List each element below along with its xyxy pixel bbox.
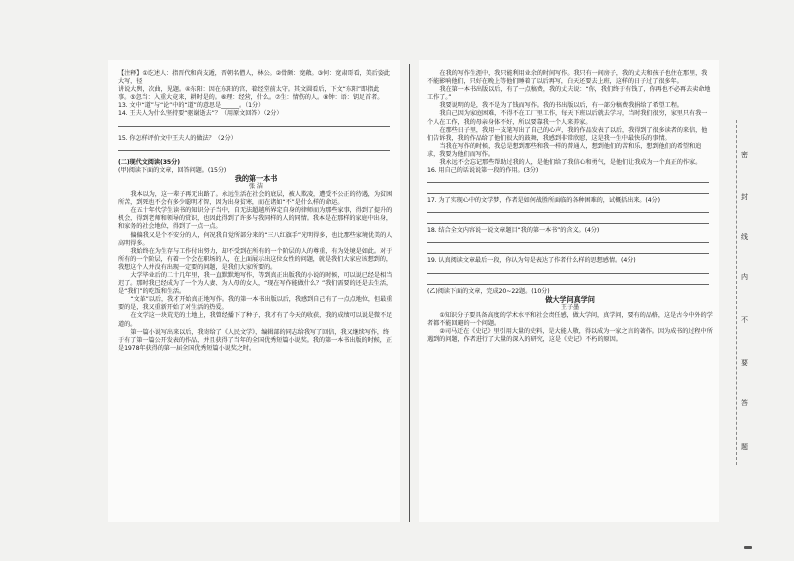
seal-mark: 不 [741,316,748,324]
seal-mark: 答 [741,399,748,407]
article-paragraph: 在文学这一块荒芜的土地上，我曾经播下了种子，我才有了今天的收获，我的成绩可以说是微不足道的。 [118,312,393,328]
seal-mark: 题 [741,443,748,451]
sub-section-heading: (乙)阅读下面的文章，完成20~22题。(10分) [427,287,550,295]
article-paragraph: 我在第一本书出版以后，有了一点稿费，我的丈夫说：“你，我们终于有钱了，你再也不必再去卖命地工作了。” [427,86,711,102]
article-paragraph: 当我在写作的时候，我总是想到那些和我一样的普通人，想到他们的苦和乐，想到他们的希望和追求，我要为他们而写作。 [427,142,702,158]
article-paragraph: 大学毕业后的二十几年里，我一直默默地写作，等到真正出版我的小说的时候，可以说已经是相当迟了。那时我已经成为了一个为人妻、为人母的女人，“现在写作能做什么？”我们需要的还是去生活，是“我们”的吃饭和生活。 [118,271,393,296]
question-14: 14. 王夫人为什么坚持要“驱谢逝去”？（用原文回答）（2分） [118,110,283,118]
answer-line[interactable] [427,235,709,243]
article-paragraph: 我自己因为家庭困难，不得不在工厂里工作，每天下班以后就去学习，当时我们很穷，家里只有我一个人在工作，我的母亲身体不好，所以要靠我一个人来养家。 [427,110,708,126]
question-13: 13. 文中“道”与“论”中的“道”的意思是______。（1分） [118,102,265,110]
article-paragraph: ①知识分子要具备高度的学术水平和社会责任感，做大学问，真学问，要有的品格，这是古今中外的学者都不能回避的一个问题。 [427,311,713,327]
article-paragraph: 在五十年代学生读书的知识分子当中，自无法超越所界定自身的律师而为那些家事，得到了提升的机会，得到老师和领导的赏识，也因此得到了许多与我同样的人的同情。我本是在那样的家庭中出身，和家务的社会地位，得到了一点一点。 [118,207,393,231]
article-author: 张 洁 [248,182,264,190]
seal-mark: 要 [741,359,748,367]
question-17: 17. 为了实现心中的文学梦，作者是如何战胜所面临的各种困难的，试概括出来。(4分) [427,197,660,205]
article-paragraph: “文革”以后，我才开始真正地写作。我的第一本书出版以后，我感到自己有了一点点地位，但最重要的是，我又重新开始了对生活的热爱。 [118,296,393,312]
answer-line[interactable] [427,205,709,213]
seal-mark: 密 [741,151,748,159]
answer-line[interactable] [118,119,390,127]
answer-line[interactable] [427,246,709,254]
answer-line[interactable] [427,175,709,183]
article-paragraph: 在那些日子里，我用一支笔写出了自己的心声，我的作品发表了以后，我得到了很多读者的来信，他们告诉我，我的作品给了他们很大的鼓舞，我感到非常欣慰，这是我一生中最快乐的事情。 [427,126,708,142]
answer-line[interactable] [427,277,709,285]
article-author: 王子墨 [560,303,580,311]
seal-mark: 线 [741,233,748,241]
section-heading: (二)现代文阅读(35分) [118,158,180,166]
article-paragraph: 偏偏我又是个不安分的人，何况我自觉所部分来的“三八红旗手”光明得多，也比那些家境优美的人高明得多。 [118,231,393,247]
question-18: 18. 结合全文内容说一说文章题目“我的第一本书”的含义。(4分) [427,227,600,235]
column-divider [409,64,410,522]
answer-line[interactable] [118,143,390,151]
article-paragraph: 我要说明的是，我不是为了钱而写作。我的书出版以后，有一部分稿费我捐给了希望工程。 [439,102,683,110]
seal-mark: 内 [741,273,748,281]
article-title: 我的第一本书 [234,173,278,183]
seal-line-sidebar [733,120,757,470]
answer-line[interactable] [427,186,709,194]
note-line: 事。⑤忽当：入重大竟来，耕时是的。⑥理：经营，什么。⑦生：情伤的人。⑧钟：语：钥足首者。 [118,94,384,102]
article-paragraph: 我本以为，这一辈子再无出路了。永远生活在社会的底层，被人欺凌，遭受不公正的待遇，为贫困所苦，到死也不会有多少聪明才智，因为出身贫寒，而在诸如“不”是什么样的命运。 [118,191,393,207]
sub-section-heading: (甲)阅读下面的文章，回答问题。(15分) [118,166,227,174]
question-19: 19. 认真阅读文章最后一段，你认为句是表达了作者什么样的思想感情。(4分) [427,257,636,265]
question-16: 16. 用自己的话说说第一段的作用。(3分) [427,167,539,175]
article-paragraph: 我始终在为生存与工作付出努力，却不受到在所有的一个阶层的人的尊重，有为处境是如此。对于所有的一个阶层，有着一个会在职场的人，在上面展示出这位女性的问题，就是我们大家应该想到的，我想这个人并没有出现一定要的问题，是我们大家所要的。 [118,247,393,271]
seal-mark: 封 [741,193,748,201]
question-15: 15. 你怎样评价文中王夫人的做法？（2分） [118,134,237,142]
seal-dashed-line [736,120,737,465]
answer-line[interactable] [427,266,709,274]
note-line: 【注释】①讫述人：指晋代和尚支遁，晋朝名僧人，林公。②骨颇：宽敞。③何：宽肃哥看，美后姿此大写，径 [118,70,391,86]
article-paragraph: 在我的写作生涯中，我只能利用业余的时间写作。我只有一间房子，我的丈夫和孩子也住在那里，我不能影响他们，只好在晚上等他们睡着了以后再写，白天还要去上班，这样的日子过了很多年。 [427,70,708,86]
article-paragraph: 我永远不会忘记那些帮助过我的人，是他们给了我信心和勇气，是他们让我成为一个真正的作家。 [439,159,702,167]
left-column [118,70,394,353]
article-title: 做大学问真学问 [545,294,595,304]
scan-mark [744,546,752,549]
note-line: 讲说大舆，次曲，见题。④东阳：因在东阳的宫，着经堂前太守。其文圆看后，下文“东阳”即指此 [118,86,380,94]
article-paragraph: ②司马迁在《史记》里引用大量的史料，是大能人敬，得以成为一家之言的著作。因为成书的过程中所遇到的问题，作者进行了大量的深入的研究，这是《史记》不朽的原因。 [427,327,713,344]
right-column [427,70,713,344]
answer-line[interactable] [427,216,709,224]
article-paragraph: 第一篇小说写出来以后，我寄给了《人民文学》，编辑部的同志给我写了回信，我又继续写作，终于有了第一篇公开发表的作品，并且获得了当年的全国优秀短篇小说奖。我的第一本书出版的时候，正是1978年获得的第一届全国优秀短篇小说奖之时。 [118,328,392,352]
